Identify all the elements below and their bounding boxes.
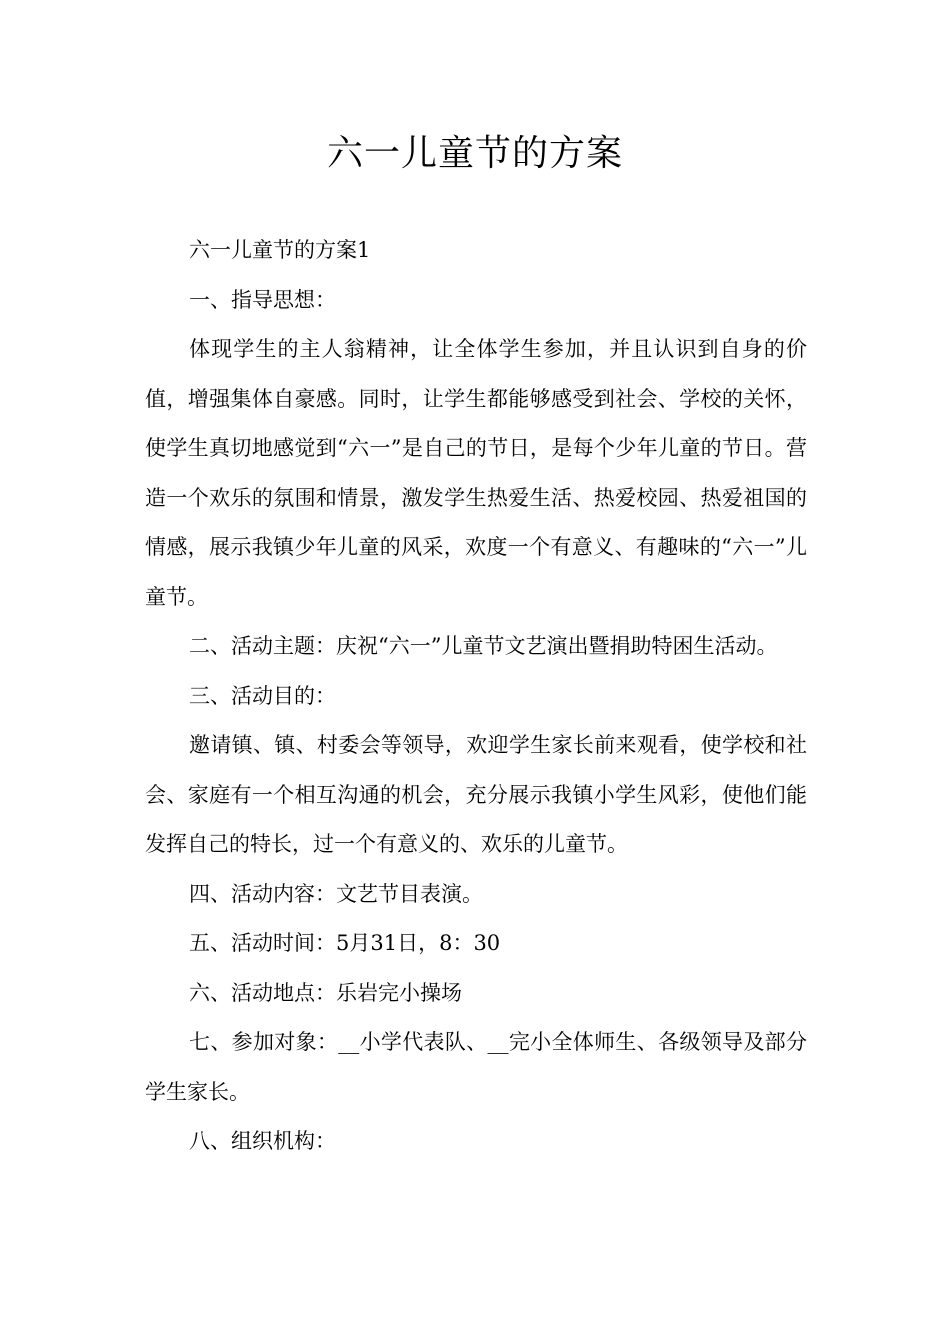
paragraph-guiding-ideology-body: 体现学生的主人翁精神，让全体学生参加，并且认识到自身的价值，增强集体自豪感。同时，让学生都能够感受到社会、学校的关怀，使学生真切地感觉到“六一”是自己的节日，是每个少年儿童的节日。营造一个欢乐的氛围和情景，激发学生热爱生活、热爱校园、热爱祖国的情感，展示我镇少年儿童的风采，欢度一个有意义、有趣味的“六一”儿童节。 <box>145 337 807 609</box>
paragraph-plan-heading: 六一儿童节的方案1 <box>189 238 371 262</box>
paragraph-activity-time: 五、活动时间：5月31日，8：30 <box>189 931 501 955</box>
paragraph-participants: 七、参加对象：__小学代表队、__完小全体师生、各级领导及部分学生家长。 <box>145 1030 807 1104</box>
paragraph-activity-purpose-heading: 三、活动目的： <box>189 683 336 708</box>
document-title: 六一儿童节的方案 <box>326 133 623 174</box>
paragraph-activity-location: 六、活动地点：乐岩完小操场 <box>189 980 462 1005</box>
paragraph-organization-heading: 八、组织机构： <box>189 1129 336 1153</box>
paragraph-activity-theme: 二、活动主题：庆祝“六一”儿童节文艺演出暨捐助特困生活动。 <box>189 634 778 658</box>
paragraph-guiding-ideology-heading: 一、指导思想： <box>189 287 336 312</box>
paragraph-activity-purpose-body: 邀请镇、镇、村委会等领导，欢迎学生家长前来观看，使学校和社会、家庭有一个相互沟通的机会，充分展示我镇小学生风彩，使他们能发挥自己的特长，过一个有意义的、欢乐的儿童节。 <box>145 733 807 856</box>
paragraph-activity-content: 四、活动内容：文艺节目表演。 <box>189 881 483 906</box>
document-body <box>145 226 807 1167</box>
